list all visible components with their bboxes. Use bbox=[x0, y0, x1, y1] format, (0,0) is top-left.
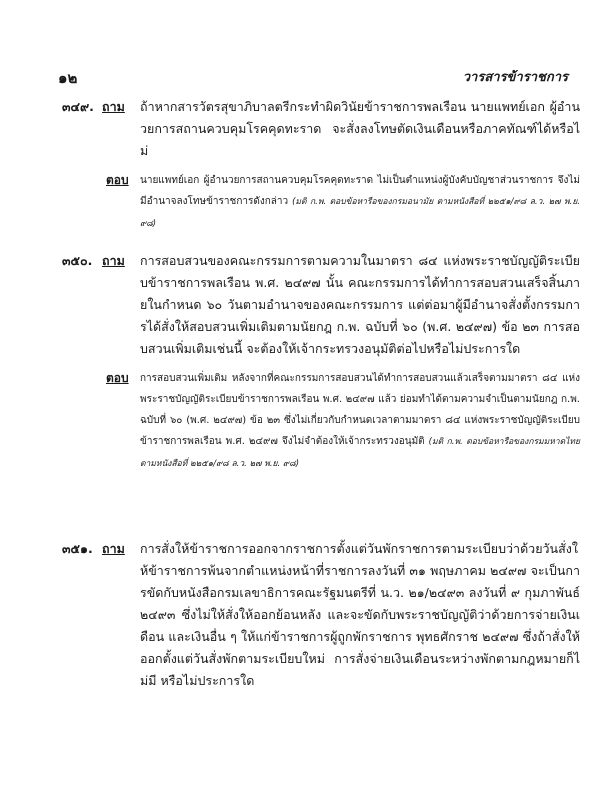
page-number: ๑๒ bbox=[58, 69, 78, 87]
answer-text: การสอบสวนเพิ่มเติม หลังจากที่คณะกรรมการสอบสวนได้ทำการสอบสวนแล้วเสร็จตามมาตรา ๘๔ แห่งพระราชบัญญัติระเบียบข้าราชการพลเรือน พ.ศ. ๒๔๙๗ แล้ว ย่อมทำได้ตามความจำเป็นตามนัยกฎ ก.พ. ฉบับที่ ๖๐ (พ.ศ. ๒๔๙๗) ข้อ ๒๓ ซึ่งไม่เกี่ยวกับกำหนดเวลาตามมาตรา ๘๔ แห่งพระราชบัญญัติระเบียบข้าราชการพลเรือน พ.ศ. ๒๔๙๗ จึงไม่จำต้องให้เจ้ากระทรวงอนุมัติ bbox=[140, 373, 580, 447]
entry-number: ๓๕๑. bbox=[62, 541, 93, 556]
answer-reference: (มติ ก.พ. ตอบข้อหารือของกรมมหาดไทย ตามหนังสือที่ ๒๒๕๑/๙๘ ล.ว. ๒๗ พ.ย. ๙๘) bbox=[140, 437, 580, 469]
running-title: วารสารข้าราชการ bbox=[462, 70, 568, 85]
question-label: ถาม bbox=[102, 541, 125, 556]
answer-label: ตอบ bbox=[106, 173, 129, 187]
question-label: ถาม bbox=[102, 99, 125, 114]
question-row bbox=[62, 250, 580, 360]
entry-number: ๓๔๙. bbox=[62, 99, 94, 114]
qa-entry bbox=[62, 538, 580, 692]
question-label: ถาม bbox=[102, 253, 125, 268]
answer-label: ตอบ bbox=[106, 371, 129, 385]
question-row bbox=[62, 96, 580, 162]
answer-row bbox=[62, 368, 580, 475]
answer-reference: (มติ ก.พ. ตอบข้อหารือของกรมอนามัย ตามหนังสือที่ ๒๒๕๑/๙๘ ล.ว. ๒๗ พ.ย. ๙๘) bbox=[140, 197, 581, 229]
question-text: การสอบสวนของคณะกรรมการตามความในมาตรา ๘๔ แห่งพระราชบัญญัติระเบียบข้าราชการพลเรือน พ.ศ. ๒๔๙๗ นั้น คณะกรรมการได้ทำการสอบสวนเสร็จสิ้นภายในกำหนด ๖๐ วันตามอำนาจของคณะกรรมการ แต่ต่อมาผู้มีอำนาจสั่งตั้งกรรมการได้สั่งให้สอบสวนเพิ่มเติมตามนัยกฎ ก.พ. ฉบับที่ ๖๐ (พ.ศ. ๒๔๙๗) ข้อ ๒๓ การสอบสวนเพิ่มเติมเช่นนี้ จะต้องให้เจ้ากระทรวงอนุมัติต่อไปหรือไม่ประการใด bbox=[140, 253, 580, 356]
entry-number: ๓๕๐. bbox=[62, 253, 93, 268]
qa-entry bbox=[62, 96, 580, 235]
answer-block bbox=[140, 170, 580, 235]
qa-entry bbox=[62, 250, 580, 475]
answer-row bbox=[62, 170, 580, 235]
answer-block bbox=[140, 368, 580, 475]
question-text: ถ้าหากสารวัตรสุขาภิบาลตรีกระทำผิดวินัยข้าราชการพลเรือน นายแพทย์เอก ผู้อำนวยการสถานควบคุมโรคคุดทะราด จะสั่งลงโทษตัดเงินเดือนหรือภาคทัณฑ์ได้หรือไม่ bbox=[140, 99, 580, 158]
answer-text: นายแพทย์เอก ผู้อำนวยการสถานควบคุมโรคคุดทะราด ไม่เป็นตำแหน่งผู้บังคับบัญชาส่วนราชการ จึงไม่มีอำนาจลงโทษข้าราชการดังกล่าว bbox=[140, 175, 580, 207]
question-row bbox=[62, 538, 580, 692]
question-text: การสั่งให้ข้าราชการออกจากราชการตั้งแต่วันพักราชการตามระเบียบว่าด้วยวันสั่งให้ข้าราชการพ้นจากตำแหน่งหน้าที่ราชการลงวันที่ ๓๑ พฤษภาคม ๒๔๙๗ จะเป็นการขัดกับหนังสือกรมเลขาธิการคณะรัฐมนตรีที่ น.ว. ๒๑/๒๔๙๓ ลงวันที่ ๙ กุมภาพันธ์ ๒๔๙๓ ซึ่งไม่ให้สั่งให้ออกย้อนหลัง และจะขัดกับพระราชบัญญัติว่าด้วยการจ่ายเงินเดือน และเงินอื่น ๆ ให้แก่ข้าราชการผู้ถูกพักราชการ พุทธศักราช ๒๔๙๗ ซึ่งถ้าสั่งให้ออกตั้งแต่วันสั่งพักตามระเบียบใหม่ การสั่งจ่ายเงินเดือนระหว่างพักตามกฎหมายก็ไม่มี หรือไม่ประการใด bbox=[140, 541, 580, 688]
